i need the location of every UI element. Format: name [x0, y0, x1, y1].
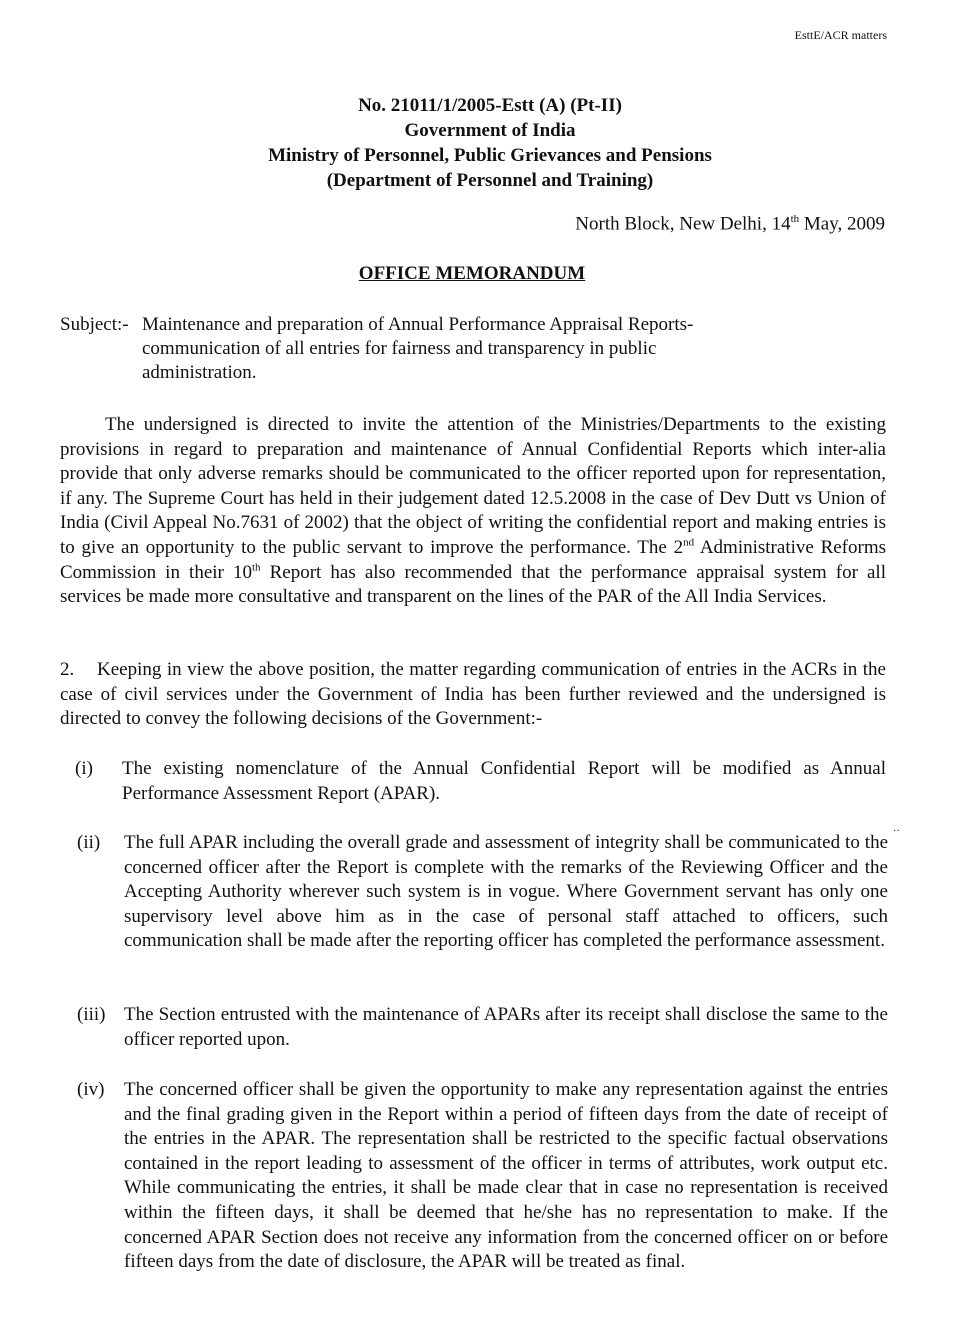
list-item [75, 757, 886, 806]
list-item-text: The Section entrusted with the maintenance of APARs after its receipt shall disclose the same to the officer reported upon. [124, 1004, 888, 1050]
government-name: Government of India [404, 120, 576, 141]
subject-text: Maintenance and preparation of Annual Performance Appraisal Reports- communication of all entries for fairness and transparency in public administration. [142, 314, 694, 383]
memo-title: OFFICE MEMORANDUM [358, 263, 586, 284]
list-item [77, 1003, 888, 1052]
file-reference: EsttE/ACR matters [794, 28, 887, 42]
ministry-name: Ministry of Personnel, Public Grievances and Pensions [268, 145, 712, 166]
list-item [77, 1078, 888, 1275]
paragraph-1: The undersigned is directed to invite the attention of the Ministries/Departments to the existing provisions in regard to preparation and maintenance of Annual Confidential Reports which inter-alia provide that only adverse remarks should be communicated to the officer reported upon for representation, if any. The Supreme Court has held in their judgement dated 12.5.2008 in the case of Dev Dutt vs Union of India (Civil Appeal No.7631 of 2002) that the object of writing the confidential report and making entries is to give an opportunity to the public servant to improve the performance. The 2nd Administrative Reforms Commission in their 10th Report has also recommended that the performance appraisal system for all services be made more consultative and transparent on the lines of the PAR of the All India Services. [60, 414, 887, 608]
memo-number: No. 21011/1/2005-Estt (A) (Pt-II) [358, 95, 622, 116]
list-item-number: (iii) [77, 1004, 106, 1025]
memo-header [0, 93, 980, 193]
memo-date: North Block, New Delhi, 14th May, 2009 [575, 213, 885, 235]
list-item-text: The concerned officer shall be given the opportunity to make any representation against the entries and the final grading given in the Report within a period of fifteen days from the date of receipt of the entries in the APAR. The representation shall be restricted to the specific factual observations contained in the report leading to assessment of the officer in terms of attributes, work output etc. While communicating the entries, it shall be made clear that in case no representation is received within the fifteen days, it shall be deemed that he/she has no representation to make. If the concerned APAR Section does not receive any information from the concerned officer on or before fifteen days from the date of disclosure, the APAR will be treated as final. [124, 1079, 888, 1273]
scan-artifact-mark: ·· [893, 826, 900, 837]
list-item [77, 831, 888, 954]
list-item-text: The existing nomenclature of the Annual Confidential Report will be modified as Annual Performance Assessment Report (APAR). [122, 758, 886, 804]
list-item-number: (i) [75, 758, 93, 779]
list-item-number: (ii) [77, 832, 101, 853]
department-name: (Department of Personnel and Training) [326, 170, 654, 191]
paragraph-number: 2. [60, 659, 75, 680]
subject-label: Subject:- [60, 314, 129, 335]
list-item-text: The full APAR including the overall grade and assessment of integrity shall be communicated to the concerned officer after the Report is complete with the remarks of the Reviewing Officer and the Accepting Authority wherever such system is in vogue. Where Government servant has only one supervisory level above him as in the case of personal staff attached to officers, such communication shall be made after the reporting officer has completed the performance assessment. [124, 832, 888, 952]
paragraph-2: 2. Keeping in view the above position, the matter regarding communication of entries in the ACRs in the case of civil services under the Government of India has been further reviewed and the undersigned is directed to convey the following decisions of the Government:- [60, 659, 886, 730]
list-item-number: (iv) [77, 1079, 105, 1100]
